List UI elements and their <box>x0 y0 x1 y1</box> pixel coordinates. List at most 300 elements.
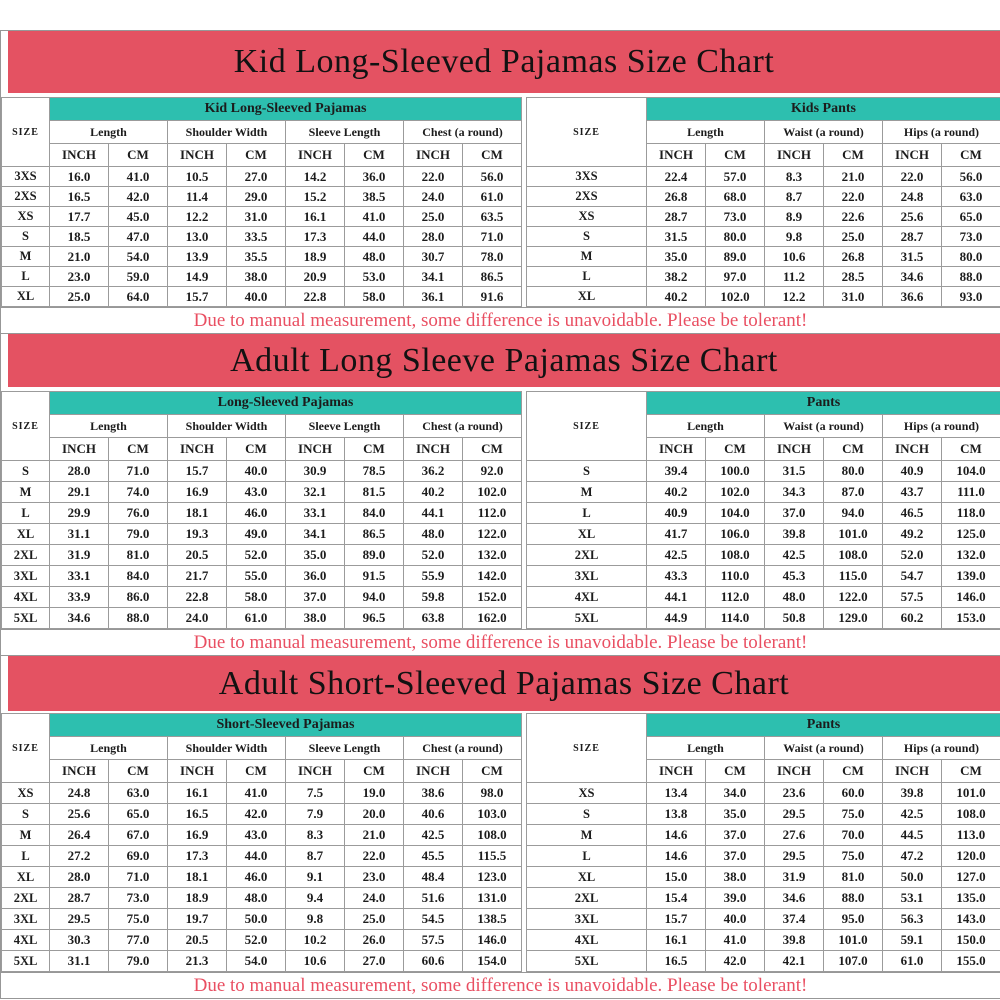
size-table-row <box>2 608 522 629</box>
measurement-value-cell: 52.0 <box>404 545 463 566</box>
measurement-value-cell: 40.6 <box>404 804 463 825</box>
measurement-value-cell: 8.7 <box>765 187 824 207</box>
measurement-value-cell: 22.0 <box>824 187 883 207</box>
measurement-value-cell: 10.6 <box>286 951 345 972</box>
measurement-value-cell: 36.1 <box>404 287 463 307</box>
measurement-value-cell: 76.0 <box>109 503 168 524</box>
tables-row <box>1 97 1000 308</box>
measurement-value-cell: 61.0 <box>883 951 942 972</box>
measurement-value-cell: 42.0 <box>109 187 168 207</box>
measurement-value-cell: 123.0 <box>463 867 522 888</box>
measurement-value-cell: 112.0 <box>463 503 522 524</box>
table-group-header: Short-Sleeved Pajamas <box>50 714 522 737</box>
measurement-value-cell: 42.1 <box>765 951 824 972</box>
measurement-value-cell: 41.0 <box>227 783 286 804</box>
measurement-value-cell: 16.5 <box>168 804 227 825</box>
measurement-value-cell: 35.0 <box>647 247 706 267</box>
measurement-value-cell: 29.5 <box>50 909 109 930</box>
size-row-label: M <box>2 247 50 267</box>
measurement-value-cell: 53.1 <box>883 888 942 909</box>
measurement-value-cell: 46.5 <box>883 503 942 524</box>
section-title: Adult Short-Sleeved Pajamas Size Chart <box>218 664 790 702</box>
measurement-value-cell: 29.0 <box>227 187 286 207</box>
measurement-value-cell: 38.5 <box>345 187 404 207</box>
inch-unit-header: INCH <box>404 438 463 461</box>
inch-unit-header: INCH <box>404 760 463 783</box>
size-row-label: 3XL <box>2 909 50 930</box>
section-adult-short-sleeved <box>1 656 1000 999</box>
measurement-value-cell: 42.5 <box>765 545 824 566</box>
measurement-value-cell: 27.0 <box>227 167 286 187</box>
measurement-value-cell: 107.0 <box>824 951 883 972</box>
size-row-label: 2XL <box>2 888 50 909</box>
size-row-label: S <box>2 804 50 825</box>
measurement-value-cell: 28.0 <box>404 227 463 247</box>
measurement-value-cell: 20.0 <box>345 804 404 825</box>
inch-unit-header: INCH <box>883 438 942 461</box>
size-table-row <box>527 587 1000 608</box>
size-row-label: M <box>527 825 647 846</box>
size-row-label: 5XL <box>2 951 50 972</box>
size-table-row <box>2 587 522 608</box>
measurement-value-cell: 35.0 <box>286 545 345 566</box>
cm-unit-header: CM <box>463 760 522 783</box>
measurement-value-cell: 63.8 <box>404 608 463 629</box>
size-table-row <box>527 461 1000 482</box>
measurement-value-cell: 88.0 <box>824 888 883 909</box>
size-row-label: 4XL <box>2 930 50 951</box>
cm-unit-header: CM <box>345 438 404 461</box>
size-table-row <box>527 167 1000 187</box>
measurement-value-cell: 31.1 <box>50 951 109 972</box>
measurement-value-cell: 33.5 <box>227 227 286 247</box>
measurement-value-cell: 135.0 <box>942 888 1000 909</box>
inch-unit-header: INCH <box>168 438 227 461</box>
measure-column-header: Shoulder Width <box>168 737 286 760</box>
size-table-row <box>527 846 1000 867</box>
measurement-value-cell: 39.8 <box>765 524 824 545</box>
measurement-value-cell: 78.5 <box>345 461 404 482</box>
size-table-row <box>2 482 522 503</box>
size-column-header: SIZE <box>2 714 50 783</box>
measurement-value-cell: 80.0 <box>824 461 883 482</box>
size-row-label: 2XS <box>2 187 50 207</box>
measurement-value-cell: 42.5 <box>647 545 706 566</box>
size-row-label: 3XL <box>527 909 647 930</box>
measurement-value-cell: 18.9 <box>286 247 345 267</box>
measurement-value-cell: 18.1 <box>168 503 227 524</box>
size-row-label: 3XS <box>2 167 50 187</box>
measurement-value-cell: 28.0 <box>50 867 109 888</box>
size-table-row <box>2 247 522 267</box>
size-table-row <box>527 783 1000 804</box>
measurement-value-cell: 14.9 <box>168 267 227 287</box>
size-row-label: XL <box>2 524 50 545</box>
measurement-value-cell: 26.8 <box>824 247 883 267</box>
measurement-value-cell: 30.7 <box>404 247 463 267</box>
inch-unit-header: INCH <box>286 438 345 461</box>
measure-column-header: Hips (a round) <box>883 737 1000 760</box>
measurement-value-cell: 64.0 <box>109 287 168 307</box>
measurement-value-cell: 39.4 <box>647 461 706 482</box>
measurement-value-cell: 21.0 <box>345 825 404 846</box>
measurement-value-cell: 23.0 <box>345 867 404 888</box>
measurement-value-cell: 52.0 <box>883 545 942 566</box>
measurement-value-cell: 36.0 <box>345 167 404 187</box>
adult-short-pajamas-table <box>1 713 522 972</box>
measurement-value-cell: 16.1 <box>647 930 706 951</box>
size-table-row <box>527 930 1000 951</box>
size-row-label: L <box>527 267 647 287</box>
cm-unit-header: CM <box>109 760 168 783</box>
measurement-value-cell: 9.8 <box>765 227 824 247</box>
measurement-value-cell: 101.0 <box>824 930 883 951</box>
size-table-row <box>2 783 522 804</box>
measurement-value-cell: 22.8 <box>286 287 345 307</box>
size-table-row <box>527 804 1000 825</box>
measure-column-header: Shoulder Width <box>168 415 286 438</box>
measurement-value-cell: 69.0 <box>109 846 168 867</box>
measurement-value-cell: 56.0 <box>463 167 522 187</box>
measurement-value-cell: 49.0 <box>227 524 286 545</box>
measurement-value-cell: 42.0 <box>227 804 286 825</box>
cm-unit-header: CM <box>942 438 1000 461</box>
measurement-value-cell: 35.5 <box>227 247 286 267</box>
size-table-row <box>527 951 1000 972</box>
measurement-value-cell: 11.4 <box>168 187 227 207</box>
measurement-value-cell: 98.0 <box>463 783 522 804</box>
measurement-value-cell: 63.5 <box>463 207 522 227</box>
measurement-value-cell: 42.5 <box>404 825 463 846</box>
measurement-value-cell: 86.0 <box>109 587 168 608</box>
measurement-value-cell: 28.7 <box>883 227 942 247</box>
measurement-value-cell: 63.0 <box>109 783 168 804</box>
measure-column-header: Sleeve Length <box>286 415 404 438</box>
measure-column-header: Hips (a round) <box>883 415 1000 438</box>
measure-column-header: Sleeve Length <box>286 121 404 144</box>
section-title: Adult Long Sleeve Pajamas Size Chart <box>230 341 778 379</box>
measurement-value-cell: 28.7 <box>50 888 109 909</box>
measurement-value-cell: 46.0 <box>227 503 286 524</box>
measurement-value-cell: 120.0 <box>942 846 1000 867</box>
table-group-header: Pants <box>647 392 1000 415</box>
measurement-value-cell: 81.0 <box>824 867 883 888</box>
measurement-value-cell: 8.3 <box>286 825 345 846</box>
measurement-value-cell: 33.1 <box>286 503 345 524</box>
size-table-row <box>527 287 1000 307</box>
measurement-value-cell: 34.0 <box>706 783 765 804</box>
measurement-value-cell: 17.3 <box>168 846 227 867</box>
size-column-header: SIZE <box>527 392 647 461</box>
measurement-value-cell: 61.0 <box>463 187 522 207</box>
table-group-header: Kids Pants <box>647 98 1000 121</box>
measurement-value-cell: 26.8 <box>647 187 706 207</box>
measurement-value-cell: 38.2 <box>647 267 706 287</box>
measurement-value-cell: 92.0 <box>463 461 522 482</box>
size-table-row <box>527 608 1000 629</box>
size-row-label: S <box>527 227 647 247</box>
measurement-value-cell: 41.0 <box>706 930 765 951</box>
measurement-value-cell: 37.0 <box>286 587 345 608</box>
measurement-value-cell: 19.3 <box>168 524 227 545</box>
measurement-value-cell: 41.7 <box>647 524 706 545</box>
measurement-value-cell: 74.0 <box>109 482 168 503</box>
measurement-value-cell: 24.0 <box>404 187 463 207</box>
inch-unit-header: INCH <box>647 438 706 461</box>
size-row-label: L <box>527 503 647 524</box>
measurement-value-cell: 33.9 <box>50 587 109 608</box>
measurement-value-cell: 7.5 <box>286 783 345 804</box>
inch-unit-header: INCH <box>168 760 227 783</box>
size-table-row <box>2 461 522 482</box>
size-table-row <box>527 227 1000 247</box>
cm-unit-header: CM <box>824 760 883 783</box>
size-chart-grid <box>0 30 1000 999</box>
size-row-label: 2XS <box>527 187 647 207</box>
measurement-value-cell: 38.0 <box>706 867 765 888</box>
measurement-value-cell: 146.0 <box>942 587 1000 608</box>
measurement-value-cell: 100.0 <box>706 461 765 482</box>
measurement-value-cell: 22.8 <box>168 587 227 608</box>
measurement-value-cell: 30.3 <box>50 930 109 951</box>
size-row-label: M <box>527 482 647 503</box>
measurement-value-cell: 122.0 <box>463 524 522 545</box>
measurement-value-cell: 60.0 <box>824 783 883 804</box>
measurement-value-cell: 12.2 <box>168 207 227 227</box>
measurement-value-cell: 73.0 <box>706 207 765 227</box>
measurement-value-cell: 71.0 <box>463 227 522 247</box>
measurement-value-cell: 22.0 <box>345 846 404 867</box>
measurement-value-cell: 89.0 <box>706 247 765 267</box>
measurement-value-cell: 96.5 <box>345 608 404 629</box>
size-row-label: M <box>527 247 647 267</box>
measurement-value-cell: 29.9 <box>50 503 109 524</box>
measurement-value-cell: 31.9 <box>50 545 109 566</box>
measurement-value-cell: 25.0 <box>50 287 109 307</box>
measurement-value-cell: 79.0 <box>109 524 168 545</box>
measurement-value-cell: 60.2 <box>883 608 942 629</box>
size-table-row <box>527 867 1000 888</box>
measurement-value-cell: 78.0 <box>463 247 522 267</box>
size-row-label: L <box>2 503 50 524</box>
table-group-header: Long-Sleeved Pajamas <box>50 392 522 415</box>
measurement-value-cell: 18.5 <box>50 227 109 247</box>
measurement-value-cell: 110.0 <box>706 566 765 587</box>
measurement-value-cell: 152.0 <box>463 587 522 608</box>
measurement-value-cell: 91.5 <box>345 566 404 587</box>
kid-pants-table <box>526 97 1000 307</box>
measurement-value-cell: 106.0 <box>706 524 765 545</box>
measurement-value-cell: 50.0 <box>883 867 942 888</box>
measurement-value-cell: 14.6 <box>647 846 706 867</box>
measurement-value-cell: 44.1 <box>647 587 706 608</box>
measurement-value-cell: 125.0 <box>942 524 1000 545</box>
measurement-value-cell: 50.8 <box>765 608 824 629</box>
cm-unit-header: CM <box>942 144 1000 167</box>
measurement-value-cell: 44.5 <box>883 825 942 846</box>
measurement-value-cell: 39.0 <box>706 888 765 909</box>
measurement-value-cell: 102.0 <box>706 482 765 503</box>
measurement-value-cell: 41.0 <box>109 167 168 187</box>
adult-short-pants-table <box>526 713 1000 972</box>
measurement-value-cell: 39.8 <box>883 783 942 804</box>
measure-column-header: Waist (a round) <box>765 415 883 438</box>
measure-column-header: Chest (a round) <box>404 121 522 144</box>
inch-unit-header: INCH <box>50 438 109 461</box>
size-row-label: XL <box>2 867 50 888</box>
measurement-value-cell: 15.7 <box>168 461 227 482</box>
size-row-label: XL <box>527 287 647 307</box>
measurement-value-cell: 67.0 <box>109 825 168 846</box>
measurement-value-cell: 25.0 <box>345 909 404 930</box>
measurement-value-cell: 22.6 <box>824 207 883 227</box>
measurement-value-cell: 79.0 <box>109 951 168 972</box>
measurement-value-cell: 45.0 <box>109 207 168 227</box>
measurement-value-cell: 143.0 <box>942 909 1000 930</box>
inch-unit-header: INCH <box>765 438 824 461</box>
measurement-value-cell: 36.2 <box>404 461 463 482</box>
measurement-value-cell: 108.0 <box>706 545 765 566</box>
measurement-value-cell: 40.2 <box>647 482 706 503</box>
measurement-value-cell: 33.1 <box>50 566 109 587</box>
inch-unit-header: INCH <box>883 144 942 167</box>
measurement-value-cell: 55.0 <box>227 566 286 587</box>
cm-unit-header: CM <box>227 760 286 783</box>
size-table-row <box>2 846 522 867</box>
size-row-label: M <box>2 482 50 503</box>
size-row-label: 5XL <box>2 608 50 629</box>
measurement-value-cell: 102.0 <box>706 287 765 307</box>
measure-column-header: Shoulder Width <box>168 121 286 144</box>
size-row-label: XL <box>527 867 647 888</box>
size-table-row <box>2 267 522 287</box>
size-row-label: L <box>2 846 50 867</box>
measurement-value-cell: 16.9 <box>168 482 227 503</box>
size-table-row <box>527 482 1000 503</box>
size-row-label: M <box>2 825 50 846</box>
measurement-value-cell: 73.0 <box>109 888 168 909</box>
table-group-header: Pants <box>647 714 1000 737</box>
measurement-value-cell: 22.0 <box>883 167 942 187</box>
measurement-value-cell: 56.0 <box>942 167 1000 187</box>
inch-unit-header: INCH <box>286 144 345 167</box>
measure-column-header: Waist (a round) <box>765 737 883 760</box>
measurement-value-cell: 27.0 <box>345 951 404 972</box>
measurement-value-cell: 23.6 <box>765 783 824 804</box>
measurement-value-cell: 113.0 <box>942 825 1000 846</box>
measurement-value-cell: 108.0 <box>463 825 522 846</box>
disclaimer-text: Due to manual measurement, some difference is unavoidable. Please be tolerant! <box>1 308 1000 334</box>
measurement-value-cell: 59.8 <box>404 587 463 608</box>
size-table-row <box>2 566 522 587</box>
inch-unit-header: INCH <box>168 144 227 167</box>
measurement-value-cell: 48.0 <box>227 888 286 909</box>
measurement-value-cell: 40.2 <box>404 482 463 503</box>
measurement-value-cell: 9.8 <box>286 909 345 930</box>
measurement-value-cell: 40.0 <box>227 461 286 482</box>
measure-column-header: Length <box>50 737 168 760</box>
size-table-row <box>527 247 1000 267</box>
measure-column-header: Length <box>647 121 765 144</box>
size-table-row <box>2 227 522 247</box>
measurement-value-cell: 48.0 <box>345 247 404 267</box>
measurement-value-cell: 75.0 <box>824 846 883 867</box>
cm-unit-header: CM <box>706 760 765 783</box>
size-table-row <box>2 804 522 825</box>
measurement-value-cell: 26.0 <box>345 930 404 951</box>
measurement-value-cell: 132.0 <box>942 545 1000 566</box>
measurement-value-cell: 84.0 <box>109 566 168 587</box>
measurement-value-cell: 34.6 <box>765 888 824 909</box>
measurement-value-cell: 70.0 <box>824 825 883 846</box>
measurement-value-cell: 15.0 <box>647 867 706 888</box>
size-table-row <box>2 825 522 846</box>
size-table-row <box>527 207 1000 227</box>
size-row-label: L <box>2 267 50 287</box>
measurement-value-cell: 44.1 <box>404 503 463 524</box>
section-banner <box>8 334 1000 387</box>
size-table-row <box>2 167 522 187</box>
measurement-value-cell: 101.0 <box>942 783 1000 804</box>
measurement-value-cell: 101.0 <box>824 524 883 545</box>
measurement-value-cell: 115.5 <box>463 846 522 867</box>
size-row-label: XL <box>527 524 647 545</box>
measurement-value-cell: 84.0 <box>345 503 404 524</box>
measurement-value-cell: 57.5 <box>404 930 463 951</box>
measurement-value-cell: 37.0 <box>706 825 765 846</box>
disclaimer-text: Due to manual measurement, some difference is unavoidable. Please be tolerant! <box>1 630 1000 656</box>
size-table-row <box>527 545 1000 566</box>
measurement-value-cell: 115.0 <box>824 566 883 587</box>
measurement-value-cell: 47.2 <box>883 846 942 867</box>
inch-unit-header: INCH <box>647 144 706 167</box>
measurement-value-cell: 17.3 <box>286 227 345 247</box>
measurement-value-cell: 56.3 <box>883 909 942 930</box>
measurement-value-cell: 31.9 <box>765 867 824 888</box>
inch-unit-header: INCH <box>647 760 706 783</box>
measurement-value-cell: 37.0 <box>765 503 824 524</box>
size-row-label: L <box>527 846 647 867</box>
section-banner <box>8 656 1000 711</box>
measurement-value-cell: 34.6 <box>50 608 109 629</box>
measurement-value-cell: 28.5 <box>824 267 883 287</box>
measure-column-header: Chest (a round) <box>404 415 522 438</box>
size-row-label: 5XL <box>527 608 647 629</box>
measurement-value-cell: 54.5 <box>404 909 463 930</box>
measurement-value-cell: 21.7 <box>168 566 227 587</box>
measurement-value-cell: 31.0 <box>824 287 883 307</box>
table-group-header: Kid Long-Sleeved Pajamas <box>50 98 522 121</box>
cm-unit-header: CM <box>109 438 168 461</box>
measurement-value-cell: 129.0 <box>824 608 883 629</box>
adult-long-pajamas-table <box>1 391 522 629</box>
inch-unit-header: INCH <box>50 144 109 167</box>
cm-unit-header: CM <box>706 144 765 167</box>
size-row-label: 2XL <box>527 888 647 909</box>
measurement-value-cell: 54.0 <box>109 247 168 267</box>
measurement-value-cell: 19.0 <box>345 783 404 804</box>
measurement-value-cell: 15.4 <box>647 888 706 909</box>
measurement-value-cell: 34.1 <box>286 524 345 545</box>
measurement-value-cell: 45.5 <box>404 846 463 867</box>
measurement-value-cell: 16.5 <box>647 951 706 972</box>
measurement-value-cell: 47.0 <box>109 227 168 247</box>
size-table-row <box>527 503 1000 524</box>
size-table-row <box>527 267 1000 287</box>
section-kid-long-sleeved <box>1 31 1000 334</box>
measurement-value-cell: 16.0 <box>50 167 109 187</box>
measurement-value-cell: 80.0 <box>942 247 1000 267</box>
